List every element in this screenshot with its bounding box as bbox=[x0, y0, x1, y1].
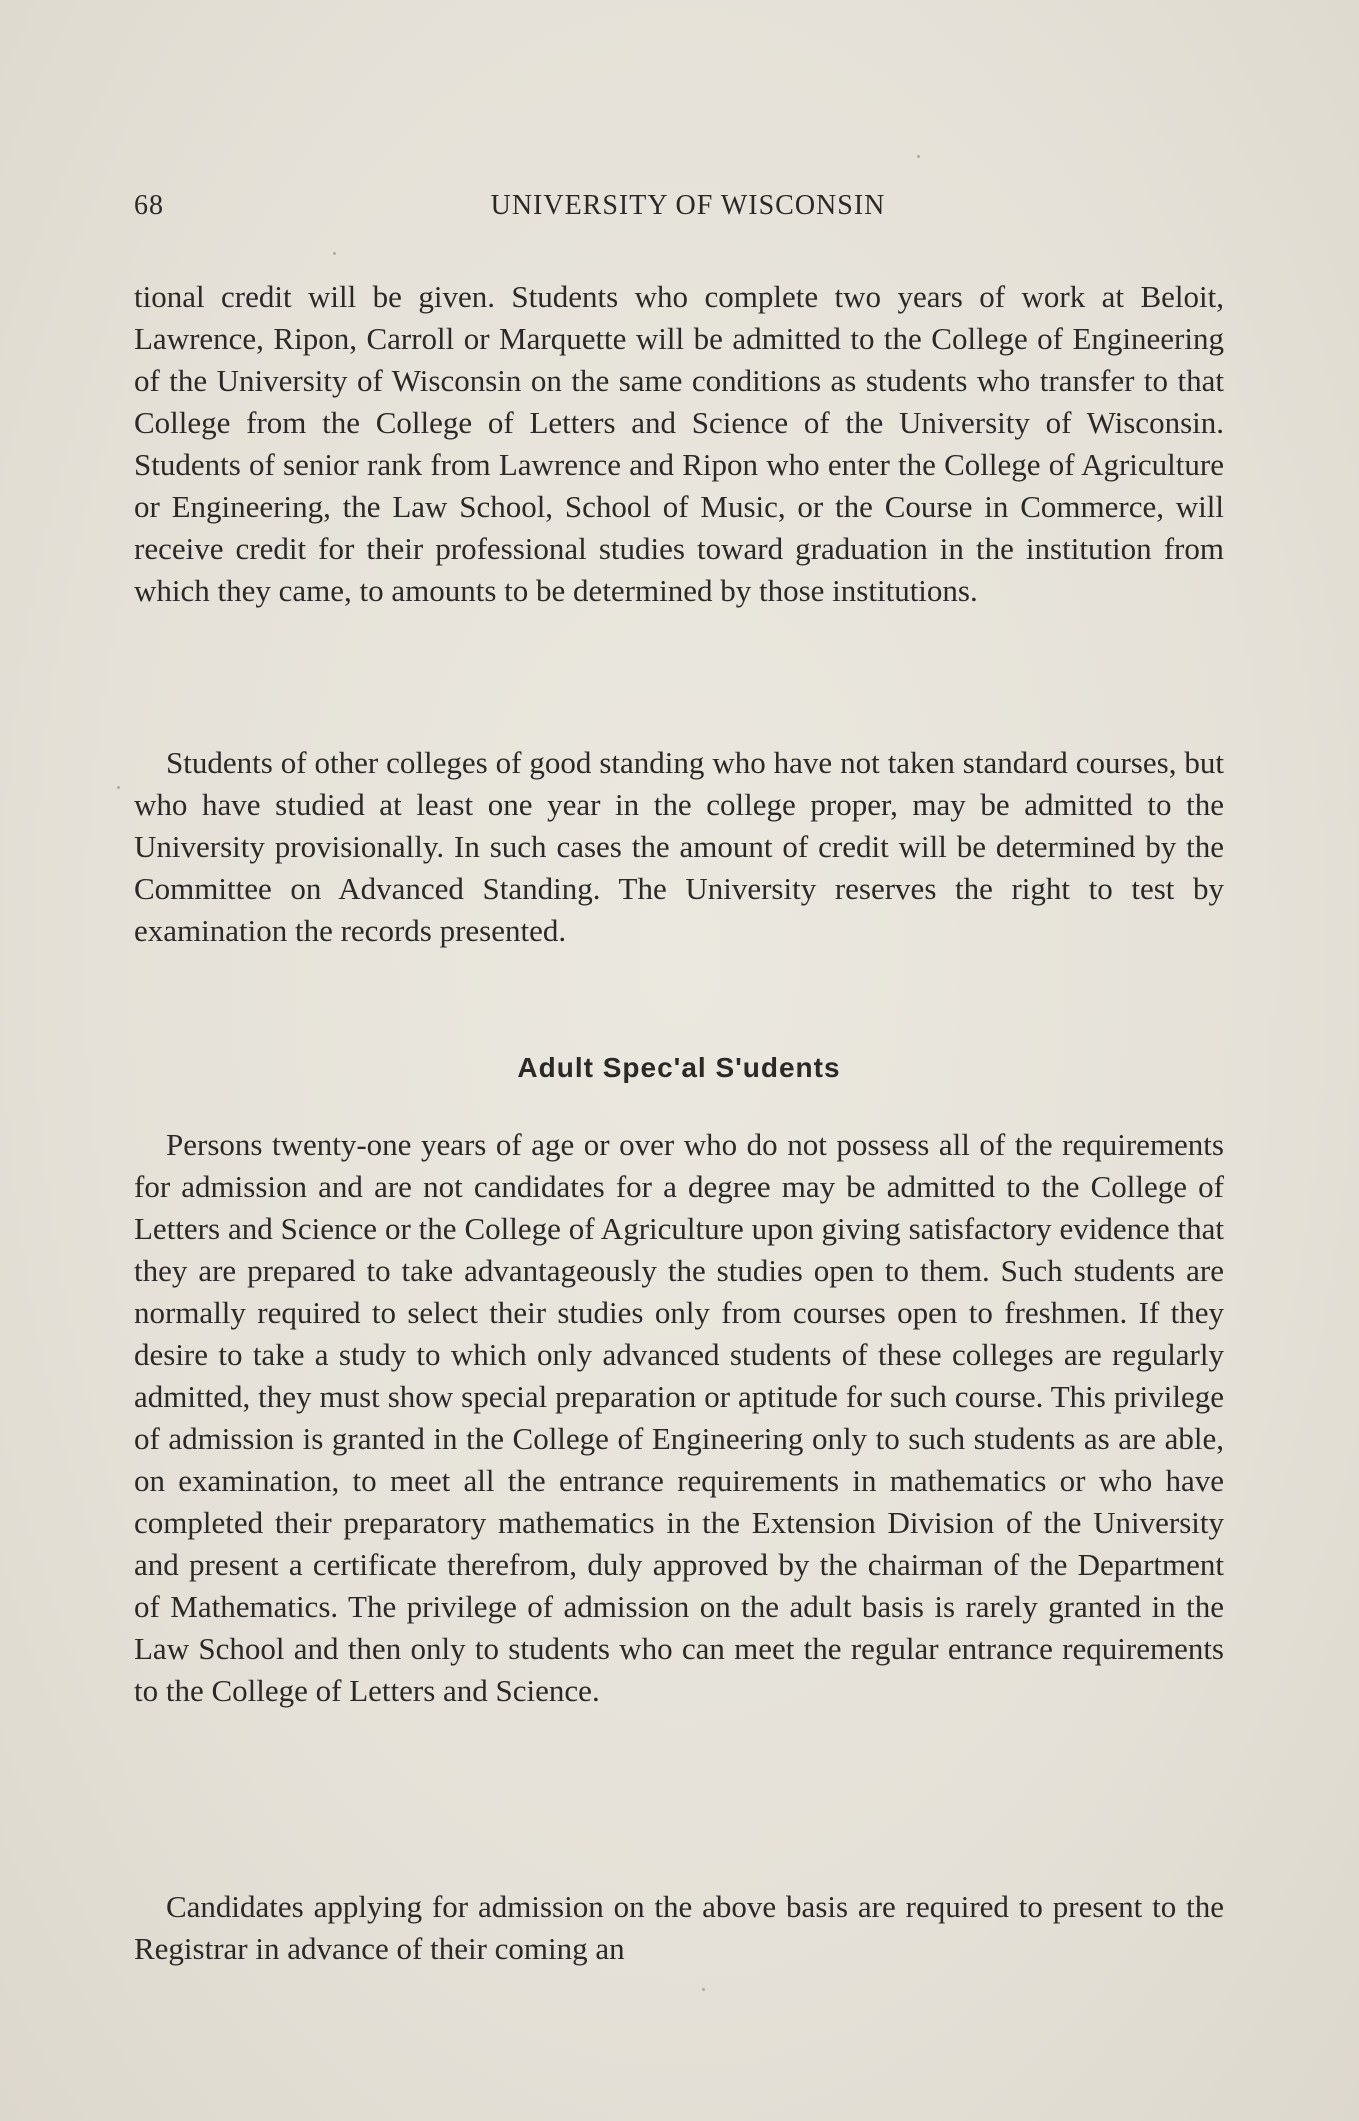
paper-speck bbox=[333, 252, 336, 255]
paragraph-adult-special-students: Persons twenty-one years of age or over who do not possess all of the requirements for admission and are not candidates for a degree may be admitted to the College of Letters and Science or the College of Agriculture upon giving satisfactory evidence that they are prepared to take advantageously the studies open to them. Such students are normally required to select their studies only from courses open to freshmen. If they desire to take a study to which only advanced students of these colleges are regularly admitted, they must show special preparation or aptitude for such course. This privilege of admission is granted in the College of Engineering only to such students as are able, on examination, to meet all the entrance requirements in mathematics or who have completed their preparatory mathematics in the Extension Division of the University and present a certificate therefrom, duly approved by the chairman of the Department of Mathematics. The privilege of admission on the adult basis is rarely granted in the Law School and then only to students who can meet the regular entrance requirements to the College of Letters and Science. bbox=[134, 1127, 1224, 1708]
page-number: 68 bbox=[134, 190, 164, 221]
page-header-title: UNIVERSITY OF WISCONSIN bbox=[490, 190, 886, 221]
paragraph-other-colleges: Students of other colleges of good standing who have not taken standard courses, but who have studied at least one year in the college proper, may be admitted to the University provisionally. In such cases the amount of credit will be determined by the Committee on Advanced Standing. The University reserves the right to test by examination the records presented. bbox=[134, 745, 1224, 948]
running-head bbox=[134, 190, 1224, 230]
paragraph-candidates: Candidates applying for admission on the above basis are required to present to the Registrar in advance of their coming an bbox=[134, 1889, 1224, 1966]
section-heading: Adult Spec'al S'udents bbox=[517, 1052, 841, 1083]
paper-speck bbox=[117, 786, 120, 789]
paragraph-continuation: tional credit will be given. Students who complete two years of work at Beloit, Lawrence, Ripon, Carroll or Marquette will be admitted to the College of Engineering of the University of Wisconsin on the same conditions as students who transfer to that College from the College of Letters and Science of the University of Wisconsin. Students of senior rank from Lawrence and Ripon who enter the College of Agriculture or Engineering, the Law School, School of Music, or the Course in Commerce, will receive credit for their professional studies toward graduation in the institution from which they came, to amounts to be determined by those institutions. bbox=[134, 279, 1224, 608]
paper-speck bbox=[702, 1988, 705, 1991]
paper-speck bbox=[917, 155, 920, 158]
